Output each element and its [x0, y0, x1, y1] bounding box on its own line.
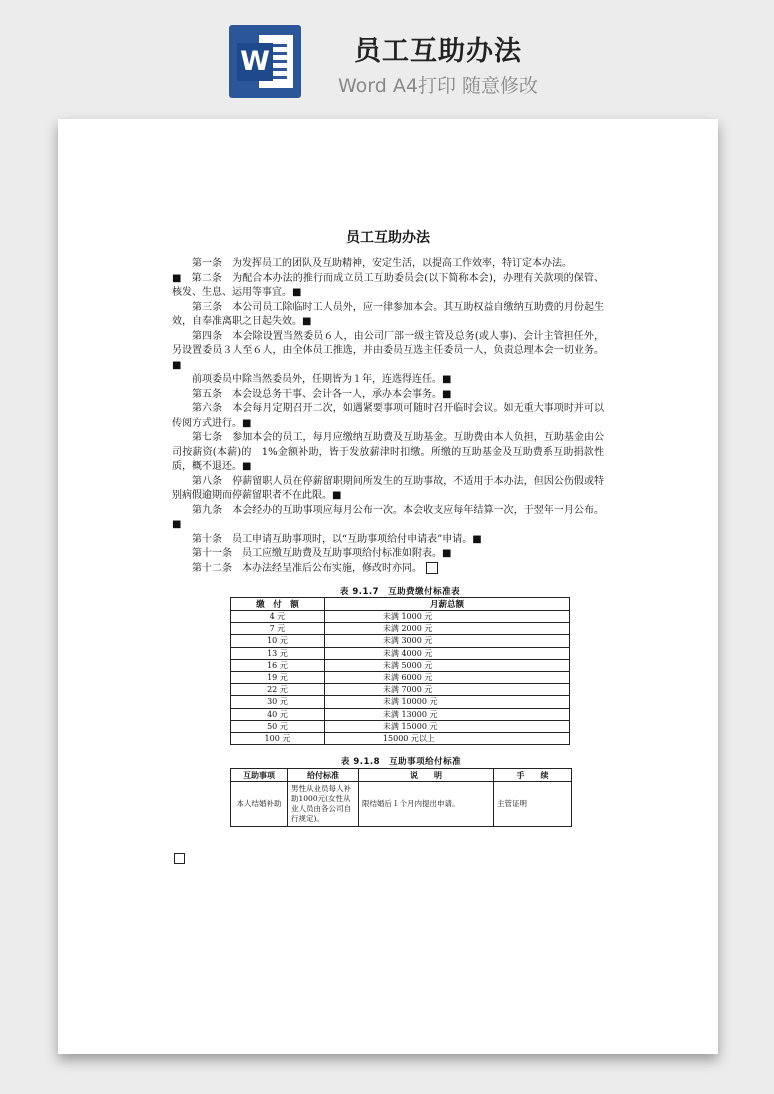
article-3: 第三条 本公司员工除临时工人员外，应一律参加本会。其互助权益自缴纳互助费的月份起生效，自奉准离职之日起失效。■ [172, 301, 604, 327]
table-cell: 10 元 [231, 635, 325, 647]
table-row [231, 720, 570, 732]
table-header-cell: 月薪总额 [324, 598, 569, 611]
table-cell: 7 元 [231, 623, 325, 635]
table-cell: 未满 5000 元 [324, 659, 569, 671]
table-cell: 未满 13000 元 [324, 708, 569, 720]
table-cell: 16 元 [231, 659, 325, 671]
table-cell: 13 元 [231, 647, 325, 659]
table-cell: 限结婚后１个月内提出申请。 [359, 782, 494, 827]
article-8: 第八条 停薪留职人员在停薪留职期间所发生的互助事故，不适用于本办法，但因公伤假或特别病假逾期而停薪留职者不在此限。■ [172, 475, 604, 501]
article-6: 第六条 本会每月定期召开二次，如遇紧要事项可随时召开临时会议。如无重大事项时并可以传阅方式进行。■ [172, 403, 604, 429]
table-cell: 未满 1000 元 [324, 611, 569, 623]
table-cell: 15000 元以上 [324, 732, 569, 744]
checkbox-square-icon [174, 853, 185, 864]
document-title: 员工互助办法 [346, 230, 430, 246]
table-row [231, 708, 570, 720]
table-row [231, 611, 570, 623]
table-row [231, 635, 570, 647]
table-row [231, 782, 572, 827]
table-cell: 未满 15000 元 [324, 720, 569, 732]
table-row [231, 647, 570, 659]
table-cell: 50 元 [231, 720, 325, 732]
word-document-icon [229, 25, 301, 98]
page-header [0, 0, 774, 110]
header-title: 员工互助办法 [354, 36, 522, 67]
table-cell: 40 元 [231, 708, 325, 720]
table-cell: 未满 6000 元 [324, 671, 569, 683]
table-cell: 4 元 [231, 611, 325, 623]
contribution-table [230, 597, 570, 745]
table-cell: 未满 3000 元 [324, 635, 569, 647]
table-row [231, 623, 570, 635]
table-row [231, 732, 570, 744]
article-4-note: 前项委员中除当然委员外，任期皆为１年，连选得连任。■ [192, 374, 452, 385]
table-cell: 男性从业员每人补助1000元(女性从业人员由各公司自行规定)。 [288, 782, 359, 827]
table-header-cell: 手 续 [494, 769, 572, 782]
table-row [231, 659, 570, 671]
document-page [58, 119, 718, 1054]
table-header-row [231, 769, 572, 782]
table2-caption: 表 9.1.8 互助事项给付标准 [340, 757, 462, 767]
word-letter-badge: W [237, 43, 273, 81]
table-cell: 100 元 [231, 732, 325, 744]
table-header-cell: 互助事项 [231, 769, 288, 782]
article-11: 第十一条 员工应缴互助费及互助事项给付标准如附表。■ [192, 548, 452, 559]
table-cell: 主管证明 [494, 782, 572, 827]
table-row [231, 696, 570, 708]
table-cell: 未满 7000 元 [324, 684, 569, 696]
table-cell: 30 元 [231, 696, 325, 708]
table-header-row [231, 598, 570, 611]
benefit-table [230, 768, 572, 827]
article-12 [172, 562, 604, 577]
article-1: 第一条 为发挥员工的团队及互助精神，安定生活，以提高工作效率，特订定本办法。 [192, 258, 572, 269]
table-cell: 19 元 [231, 671, 325, 683]
table-header-cell: 给付标准 [288, 769, 359, 782]
table-cell: 未满 4000 元 [324, 647, 569, 659]
table-header-cell: 缴 付 额 [231, 598, 325, 611]
article-2: ■ 第二条 为配合本办法的推行而成立员工互助委员会(以下简称本会)，办理有关款项的保管、核发、生息、运用等事宜。■ [172, 272, 604, 298]
article-4: 第四条 本会除设置当然委员６人，由公司厂部一级主管及总务(或人事)、会计主管担任外，另设置委员３人至６人，由全体员工推选，并由委员互选主任委员一人，负责总理本会一切业务。■ [172, 330, 604, 371]
table-row [231, 684, 570, 696]
article-10: 第十条 员工申请互助事项时，以“互助事项给付申请表”申请。■ [192, 533, 482, 545]
table-row [231, 671, 570, 683]
article-7: 第七条 参加本会的员工，每月应缴纳互助费及互助基金。互助费由本人负担，互助基金由公司按薪资(本薪)的 1%金额补助，皆于发放薪津时扣缴。所缴的互助基金及互助费系互助捐款性质，概不退还。■ [172, 432, 604, 472]
header-subtitle: Word A4打印 随意修改 [337, 75, 538, 97]
article-5: 第五条 本会设总务干事、会计各一人，承办本会事务。■ [192, 388, 452, 400]
table-cell: 22 元 [231, 684, 325, 696]
article-12-text: 第十二条 本办法经呈准后公布实施，修改时亦同。 [192, 562, 422, 574]
table-cell: 未满 10000 元 [324, 696, 569, 708]
table1-caption: 表 9.1.7 互助费缴付标准表 [339, 587, 461, 597]
checkbox-square-icon [426, 562, 438, 574]
table-header-cell: 说 明 [359, 769, 494, 782]
article-9: 第九条 本会经办的互助事项应每月公布一次。本会收支应每年结算一次，于翌年一月公布。■ [172, 504, 604, 530]
document-body [172, 257, 604, 576]
table-cell: 本人结婚补助 [231, 782, 288, 827]
table-cell: 未满 2000 元 [324, 623, 569, 635]
